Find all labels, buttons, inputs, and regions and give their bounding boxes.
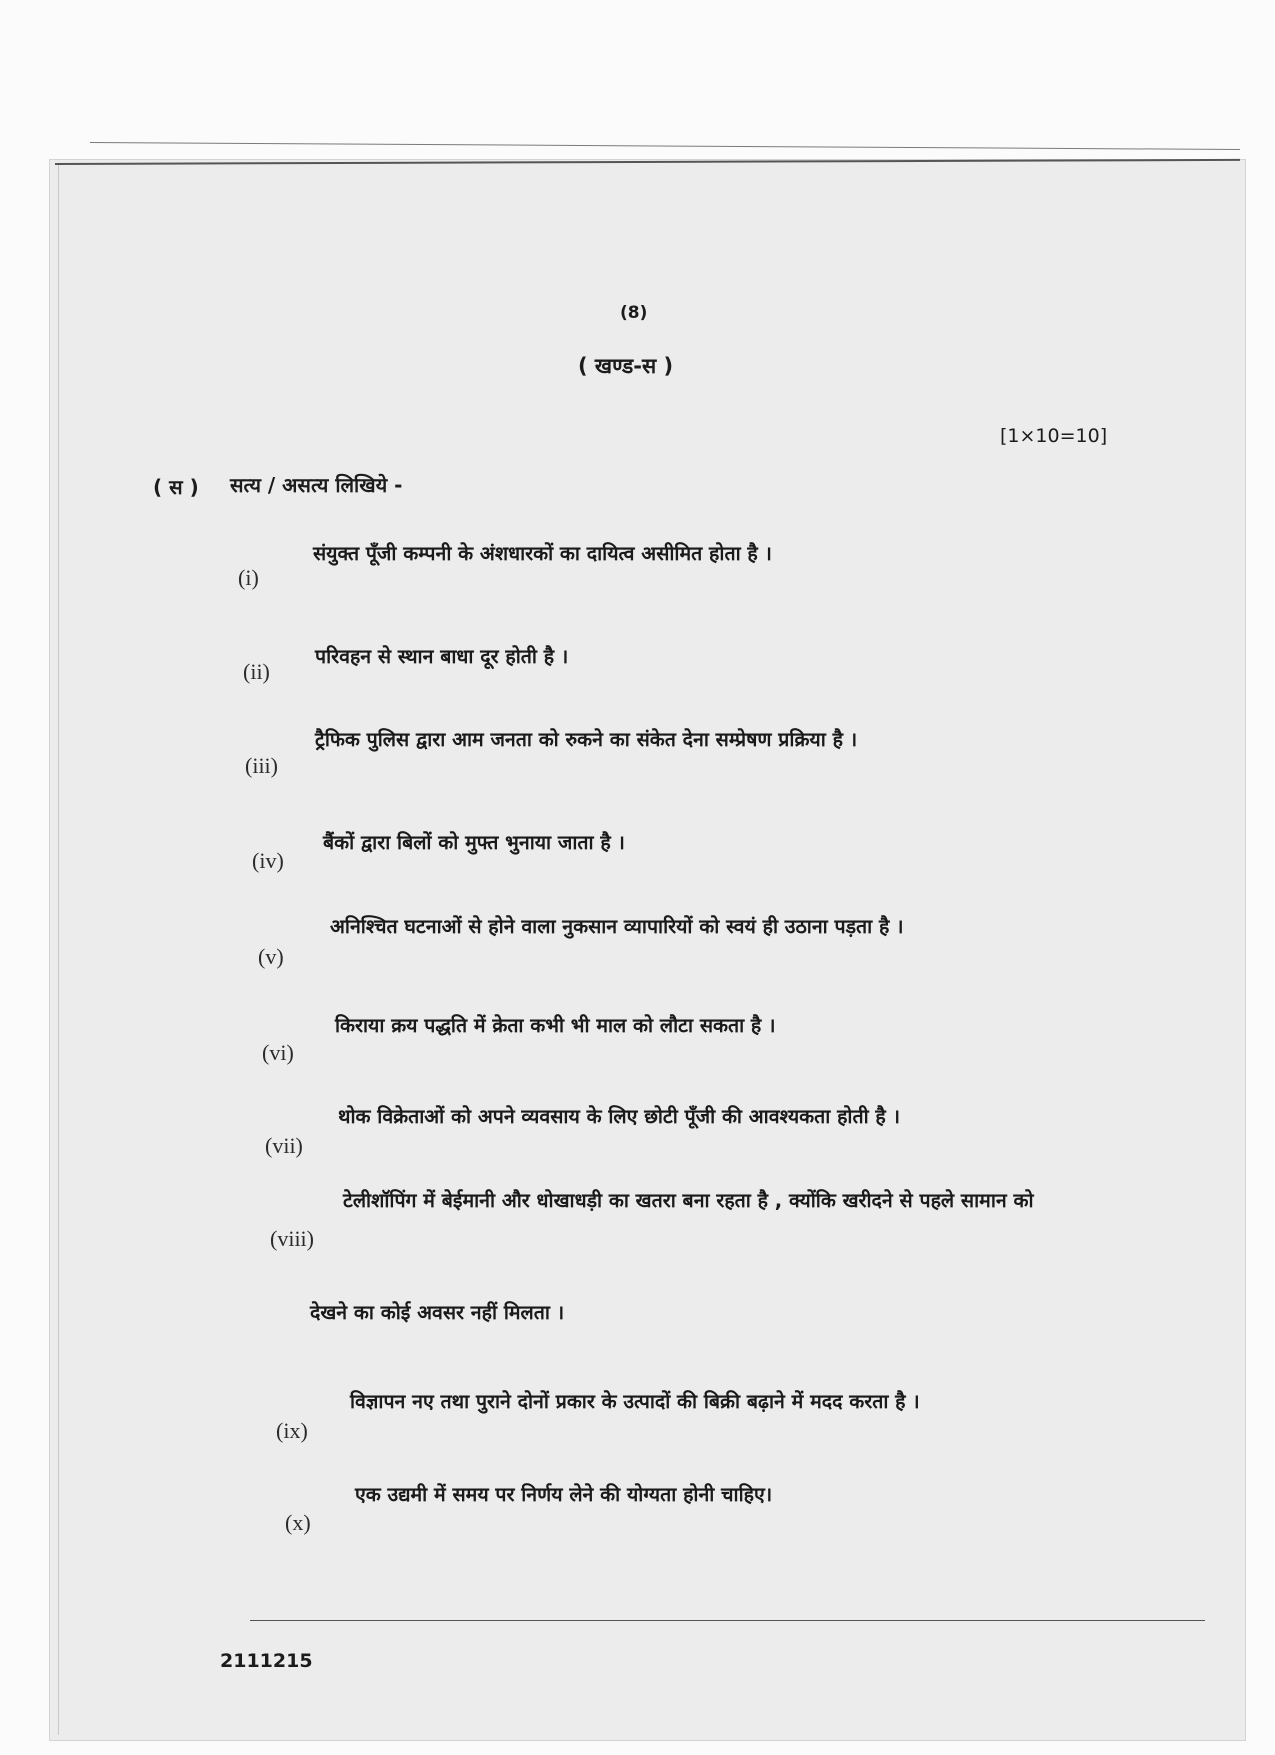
item-number: (viii) bbox=[270, 1226, 314, 1251]
item-number: (x) bbox=[285, 1510, 311, 1535]
item-number: (ix) bbox=[276, 1418, 308, 1443]
marks-allocation: [1×10=10] bbox=[1000, 425, 1108, 447]
item-text: बैंकों द्वारा बिलों को मुफ्त भुनाया जाता है । bbox=[323, 831, 625, 854]
item-number: (i) bbox=[238, 565, 259, 590]
paper-edge bbox=[58, 165, 59, 1735]
item-text: परिवहन से स्थान बाधा दूर होती है । bbox=[315, 645, 569, 668]
page-number: (8) bbox=[620, 303, 648, 323]
item-text: विज्ञापन नए तथा पुराने दोनों प्रकार के उत्पादों की बिक्री बढ़ाने में मदद करता है । bbox=[350, 1390, 920, 1413]
item-number: (iv) bbox=[252, 848, 284, 873]
section-title: ( खण्ड-स ) bbox=[578, 354, 674, 378]
item-number: (v) bbox=[258, 944, 284, 969]
question-instruction: सत्य / असत्य लिखिये - bbox=[230, 473, 403, 497]
item-text: टेलीशॉपिंग में बेईमानी और धोखाधड़ी का खतरा बना रहता है , क्योंकि खरीदने से पहले सामान को bbox=[343, 1189, 1034, 1212]
item-number: (vi) bbox=[262, 1040, 294, 1065]
item-text: ट्रैफिक पुलिस द्वारा आम जनता को रुकने का संकेत देना सम्प्रेषण प्रक्रिया है । bbox=[315, 728, 858, 751]
item-text-continuation: देखने का कोई अवसर नहीं मिलता । bbox=[310, 1301, 565, 1324]
item-number: (iii) bbox=[245, 753, 278, 778]
question-label: ( स ) bbox=[153, 475, 199, 499]
paper-code: 2111215 bbox=[220, 1650, 313, 1672]
item-text: अनिश्चित घटनाओं से होने वाला नुकसान व्यापारियों को स्वयं ही उठाना पड़ता है । bbox=[330, 915, 904, 938]
footer-rule bbox=[250, 1620, 1205, 1621]
item-number: (ii) bbox=[243, 659, 270, 684]
item-text: थोक विक्रेताओं को अपने व्यवसाय के लिए छोटी पूँजी की आवश्यकता होती है । bbox=[338, 1105, 900, 1128]
item-text: संयुक्त पूँजी कम्पनी के अंशधारकों का दायित्व असीमित होता है । bbox=[313, 542, 772, 565]
item-number: (vii) bbox=[265, 1133, 303, 1158]
item-text: एक उद्यमी में समय पर निर्णय लेने की योग्यता होनी चाहिए। bbox=[355, 1483, 773, 1506]
item-text: किराया क्रय पद्धति में क्रेता कभी भी माल को लौटा सकता है । bbox=[335, 1014, 776, 1037]
